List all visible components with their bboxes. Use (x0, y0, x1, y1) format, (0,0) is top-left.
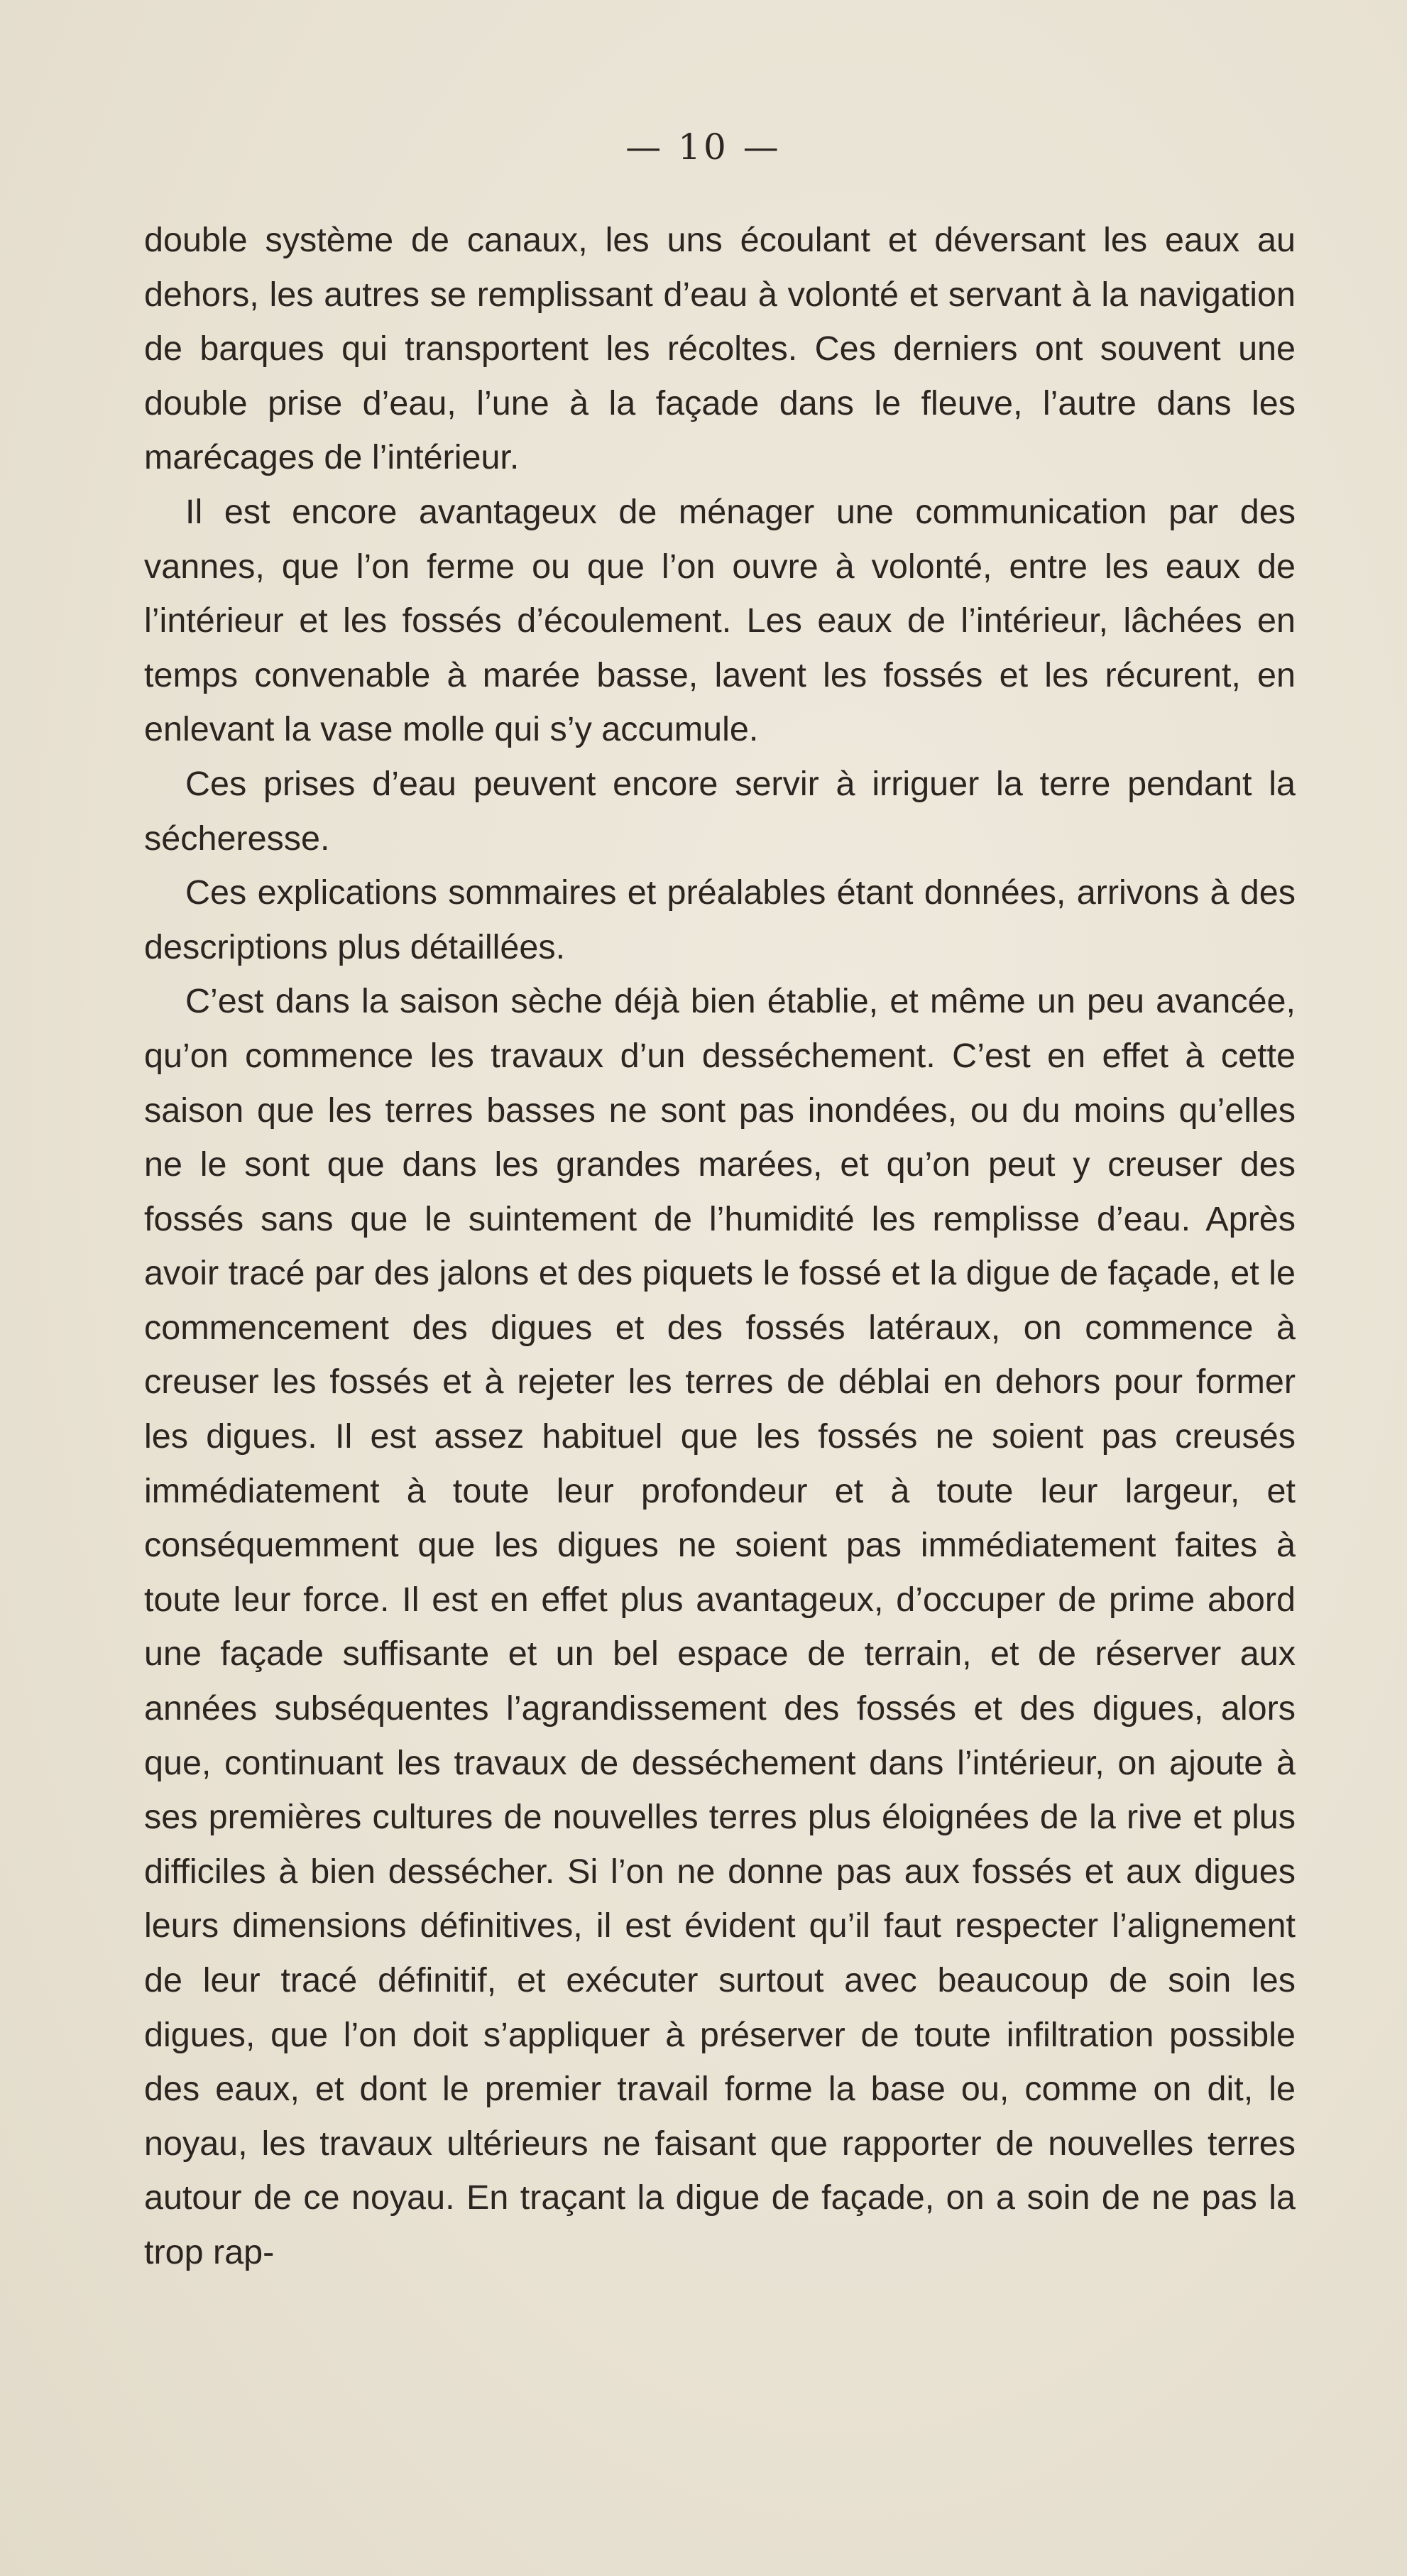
paragraph: Ces prises d’eau peuvent encore servir à irriguer la terre pendant la sécheresse. (144, 764, 1296, 858)
body-text (144, 213, 1296, 2280)
paragraph: Il est encore avantageux de ménager une communication par des vannes, que l’on ferme ou que l’on ouvre à volonté, entre les eaux de l’intérieur et les fossés d’écoulement. Les eaux de l’intérieur, lâchées en temps convenable à marée basse, lavent les fossés et les récurent, en enlevant la vase molle qui s’y accumule. (144, 492, 1296, 749)
paragraph: double système de canaux, les uns écoulant et déversant les eaux au dehors, les autres se remplissant d’eau à volonté et servant à la navigation de barques qui transportent les récoltes. Ces derniers ont souvent une double prise d’eau, l’une à la façade dans le fleuve, l’autre dans les marécages de l’intérieur. (144, 221, 1296, 477)
paragraph: Ces explications sommaires et préalables étant données, arrivons à des descriptions plus détaillées. (144, 873, 1296, 966)
page-number: — 10 — (625, 126, 782, 168)
paragraph: C’est dans la saison sèche déjà bien établie, et même un peu avancée, qu’on commence les travaux d’un desséchement. C’est en effet à cette saison que les terres basses ne sont pas inondées, ou du moins qu’elles ne le sont que dans les grandes marées, et qu’on peut y creuser des fossés sans que le suintement de l’humidité les remplisse d’eau. Après avoir tracé par des jalons et des piquets le fossé et la digue de façade, et le commencement des digues et des fossés latéraux, on commence à creuser les fossés et à rejeter les terres de déblai en dehors pour former les digues. Il est assez habituel que les fossés ne soient pas creusés immédiatement à toute leur profondeur et à toute leur largeur, et conséquemment que les digues ne soient pas immédiatement faites à toute leur force. Il est en effet plus avantageux, d’occuper de prime abord une façade suffisante et un bel espace de terrain, et de réserver aux années subséquentes l’agrandissement des fossés et des digues, alors que, continuant les travaux de desséchement dans l’intérieur, on ajoute à ses premières cultures de nouvelles terres plus éloignées de la rive et plus difficiles à bien dessécher. Si l’on ne donne pas aux fossés et aux digues leurs dimensions définitives, il est évident qu’il faut respecter l’alignement de leur tracé définitif, et exécuter surtout avec beaucoup de soin les digues, que l’on doit s’appliquer à préserver de toute infiltration possible des eaux, et dont le premier travail forme la base ou, comme on dit, le noyau, les travaux ultérieurs ne faisant que rapporter de nouvelles terres autour de ce noyau. En traçant la digue de façade, on a soin de ne pas la trop rap- (144, 982, 1296, 2271)
